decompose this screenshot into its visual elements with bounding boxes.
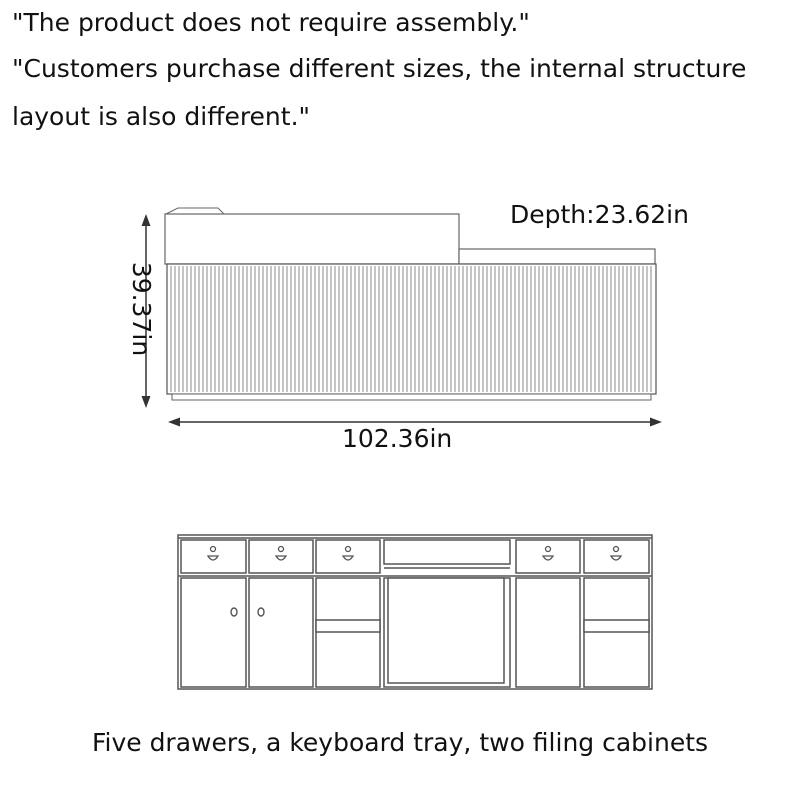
shelf-left [316, 620, 380, 632]
width-label: 102.36in [342, 424, 453, 453]
door-knob-right [258, 608, 264, 616]
drawer-handle-3 [343, 547, 353, 561]
raised-counter-top [165, 214, 459, 264]
drawer-5 [584, 540, 649, 573]
filing-cabinet-door-left [181, 578, 246, 687]
note-no-assembly: "The product does not require assembly." [12, 8, 530, 37]
counter-top-object [166, 208, 224, 214]
desk-top [459, 249, 655, 264]
caption: Five drawers, a keyboard tray, two filing cabinets [91, 728, 709, 757]
drawer-handle-2 [276, 547, 286, 561]
cabinet-lower-right [516, 578, 580, 687]
door-knob-left [231, 608, 237, 616]
shelf-right [584, 620, 649, 632]
fluted-panel-lines [171, 266, 651, 392]
filing-cabinet-door-right [249, 578, 313, 687]
cabinet-frame [178, 535, 652, 689]
drawer-2 [249, 540, 313, 573]
knee-space [384, 578, 510, 687]
open-shelf-left [316, 578, 380, 687]
drawer-handle-1 [208, 547, 218, 561]
drawer-4 [516, 540, 580, 573]
drawer-handle-5 [611, 547, 621, 561]
plinth-base [172, 394, 651, 400]
keyboard-tray [384, 540, 510, 564]
depth-label: Depth:23.62in [510, 200, 689, 229]
note-sizes-line2: layout is also different." [12, 102, 311, 131]
drawer-3 [316, 540, 380, 573]
open-shelf-right [584, 578, 649, 687]
knee-space-inner [388, 578, 504, 683]
height-label: 39.37in [127, 261, 157, 357]
note-sizes-line1: "Customers purchase different sizes, the internal structure [12, 54, 747, 83]
drawer-handle-4 [543, 547, 553, 561]
drawer-1 [181, 540, 246, 573]
